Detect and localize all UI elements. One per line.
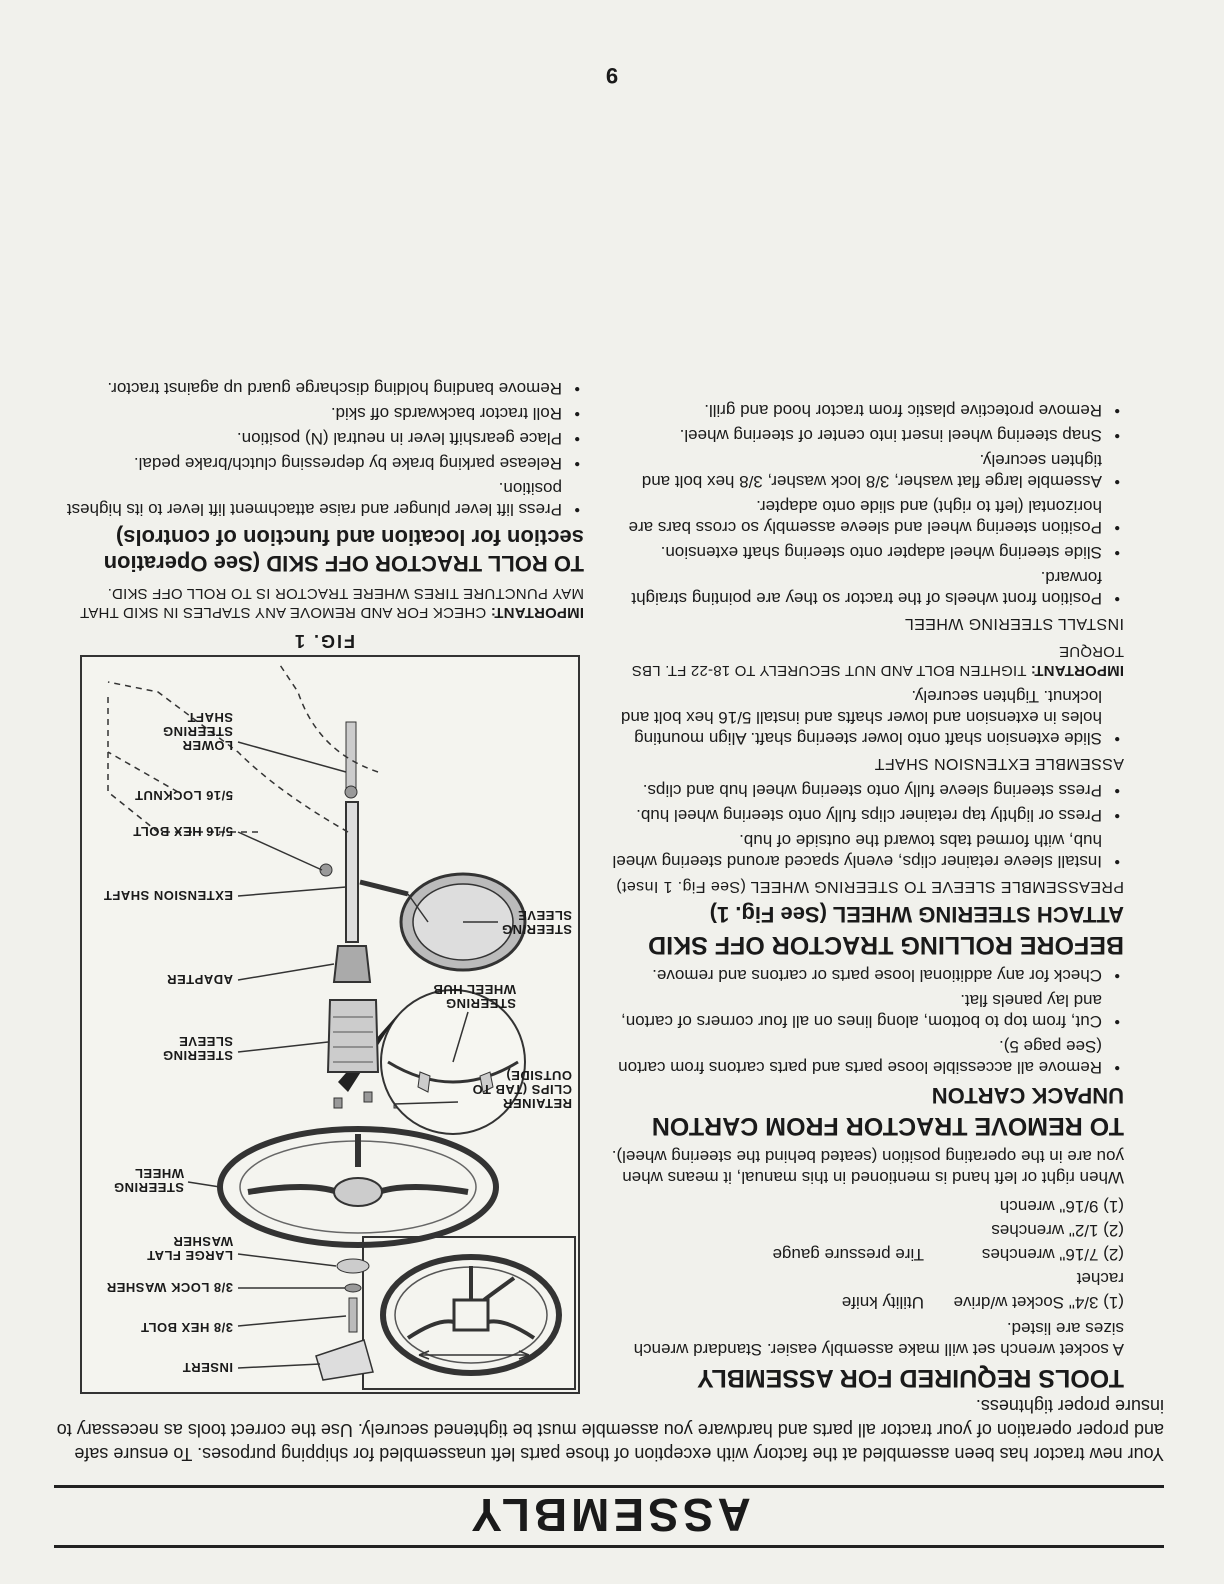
label-steering-sleeve-ring: STEERING SLEEVE bbox=[501, 908, 572, 937]
label-hex-bolt-38: 3/8 HEX BOLT bbox=[140, 1320, 233, 1335]
label-large-flat-washer: LARGE FLAT WASHER bbox=[146, 1234, 233, 1263]
important-label: IMPORTANT: bbox=[1030, 662, 1124, 679]
intro-paragraph: Your new tractor has been assembled at the factory with exception of those parts left unassembled for shipping purposes. To ensure safe and proper operation of your tractor all parts and hardware you assemble must be tightened securely. Use the correct tools as necessary to insure proper tightness. bbox=[56, 1396, 1164, 1464]
list-item: • Remove protective plastic from tractor hood and grill. bbox=[594, 400, 1124, 421]
lock-washer-part bbox=[345, 1284, 361, 1292]
title-rule-bottom bbox=[54, 1485, 1164, 1488]
roll-off-list bbox=[64, 378, 584, 520]
hex-bolt-516-part bbox=[360, 882, 408, 894]
tool-item: (2) 7/16" wrenches bbox=[981, 1245, 1124, 1264]
install-list bbox=[594, 400, 1124, 609]
label-hex-bolt-516: 5/16 HEX BOLT bbox=[132, 824, 233, 839]
list-item: • Roll tractor backwards off skid. bbox=[64, 403, 584, 424]
staples-warning bbox=[64, 584, 584, 622]
list-item: • Position steering wheel and sleeve assembly so cross bars are horizontal (left to right) and slide onto adapter. bbox=[594, 496, 1124, 538]
preassemble-heading: PREASSEMBLE SLEEVE TO STEERING WHEEL (See Fig. 1 Inset) bbox=[615, 878, 1124, 895]
title-bar bbox=[54, 1480, 1164, 1576]
label-steering-sleeve: STEERING SLEEVE bbox=[162, 1034, 233, 1063]
list-item: • Place gearshift lever in neutral (N) position. bbox=[64, 428, 584, 449]
label-steering-wheel-hub: STEERING WHEEL HUB bbox=[433, 982, 516, 1011]
steering-sleeve-part bbox=[328, 1000, 378, 1072]
figure-caption: FIG. 1 bbox=[293, 631, 356, 651]
torque-warning bbox=[594, 642, 1124, 680]
important-text: TIGHTEN BOLT AND NUT SECURELY TO 18-22 FT. LBS TORQUE bbox=[631, 643, 1124, 679]
tool-row bbox=[594, 1218, 1124, 1242]
important-text: CHECK FOR AND REMOVE ANY STAPLES IN SKID THAT MAY PUNCTURE TIRES WHERE TRACTOR IS TO ROLL OFF SKID. bbox=[80, 585, 584, 621]
page-title: ASSEMBLY bbox=[467, 1489, 751, 1541]
list-item: • Release parking brake by depressing clutch/brake pedal. bbox=[64, 453, 584, 474]
orientation-note: When right or left hand is mentioned in this manual, it means when you are in the operating position (seated behind the steering wheel). bbox=[611, 1147, 1124, 1187]
tools-heading: TOOLS REQUIRED FOR ASSEMBLY bbox=[697, 1364, 1124, 1392]
list-item: • Remove banding holding discharge guard up against tractor. bbox=[64, 378, 584, 399]
remove-heading: TO REMOVE TRACTOR FROM CARTON bbox=[651, 1112, 1124, 1140]
tool-row bbox=[594, 1266, 1124, 1314]
extension-heading: ASSEMBLE EXTENSION SHAFT bbox=[874, 755, 1124, 772]
flat-washer-part bbox=[337, 1259, 369, 1273]
roll-off-heading: TO ROLL TRACTOR OFF SKID (See Operation section for location and function of controls) bbox=[103, 525, 584, 576]
preassemble-list bbox=[594, 780, 1124, 872]
label-retainer-clips: RETAINER CLIPS (TAB TO OUTSIDE) bbox=[472, 1068, 572, 1111]
list-item: • Slide steering wheel adapter onto steering shaft extension. bbox=[594, 542, 1124, 563]
label-insert: INSERT bbox=[182, 1360, 233, 1375]
tool-extra: Tire pressure gauge bbox=[772, 1245, 924, 1264]
attach-heading: ATTACH STEERING WHEEL (See Fig. 1) bbox=[709, 902, 1124, 927]
tool-extra: Utility knife bbox=[841, 1293, 924, 1312]
list-item: • Position front wheels of the tractor so they are pointing straight forward. bbox=[594, 567, 1124, 609]
list-item: • Remove all accessible loose parts and parts cartons from carton (See page 5). bbox=[594, 1036, 1124, 1078]
list-item: • Press or lightly tap retainer clips fully onto steering wheel hub. bbox=[594, 805, 1124, 826]
label-lock-washer: 3/8 LOCK WASHER bbox=[106, 1280, 233, 1295]
adapter-part bbox=[334, 946, 370, 982]
extension-list bbox=[594, 686, 1124, 749]
tools-list bbox=[594, 1194, 1124, 1314]
list-item: • Snap steering wheel insert into center of steering wheel. bbox=[594, 425, 1124, 446]
list-item: • Check for any additional loose parts or cartons and remove. bbox=[594, 965, 1124, 986]
before-heading: BEFORE ROLLING TRACTOR OFF SKID bbox=[648, 931, 1124, 959]
important-label: IMPORTANT: bbox=[490, 604, 584, 621]
unpack-heading: UNPACK CARTON bbox=[931, 1083, 1124, 1108]
tool-row bbox=[594, 1242, 1124, 1266]
tool-item: (1) 3/4" Socket w/drive rachet bbox=[953, 1269, 1124, 1312]
tool-item: (1) 9/16" wrench bbox=[999, 1197, 1124, 1216]
list-item: • Install sleeve retainer clips, evenly spaced around steering wheel hub, with formed tabs toward the outside of hub. bbox=[594, 830, 1124, 872]
extension-shaft-part bbox=[346, 802, 358, 942]
list-item: • Slide extension shaft onto lower steering shaft. Align mounting holes in extension and lower shafts and install 5/16 hex bolt and locknut. Tighten securely. bbox=[594, 686, 1124, 749]
list-item: • Assemble large flat washer, 3/8 lock washer, 3/8 hex bolt and tighten securely. bbox=[594, 450, 1124, 492]
install-heading: INSTALL STEERING WHEEL bbox=[904, 615, 1124, 632]
tool-row bbox=[594, 1194, 1124, 1218]
label-locknut: 5/16 LOCKNUT bbox=[134, 788, 233, 803]
insert-part bbox=[316, 1340, 373, 1380]
tool-item: (2) 1/2" wrenches bbox=[991, 1221, 1124, 1240]
steering-wheel-diagram bbox=[80, 655, 580, 1394]
label-adapter: ADAPTER bbox=[166, 972, 233, 987]
title-rule-top bbox=[54, 1545, 1164, 1548]
label-lower-shaft: LOWER STEERING SHAFT bbox=[162, 710, 233, 753]
tools-text: A socket wrench set will make assembly easier. Standard wrench sizes are listed. bbox=[633, 1319, 1124, 1359]
unpack-list bbox=[594, 965, 1124, 1078]
left-column bbox=[594, 394, 1124, 1398]
list-item: • Cut, from top to bottom, along lines on all four corners of carton, and lay panels flat. bbox=[594, 990, 1124, 1032]
label-steering-wheel: STEERING WHEEL bbox=[113, 1166, 184, 1195]
list-item: • Press steering sleeve fully onto steering wheel hub and clips. bbox=[594, 780, 1124, 801]
page-number: 9 bbox=[605, 63, 619, 88]
label-extension-shaft: EXTENSION SHAFT bbox=[103, 888, 233, 903]
right-column bbox=[64, 372, 584, 1398]
hex-bolt-part bbox=[349, 1298, 357, 1332]
list-item: • Press lift lever plunger and raise attachment lift lever to its highest position. bbox=[64, 478, 584, 520]
